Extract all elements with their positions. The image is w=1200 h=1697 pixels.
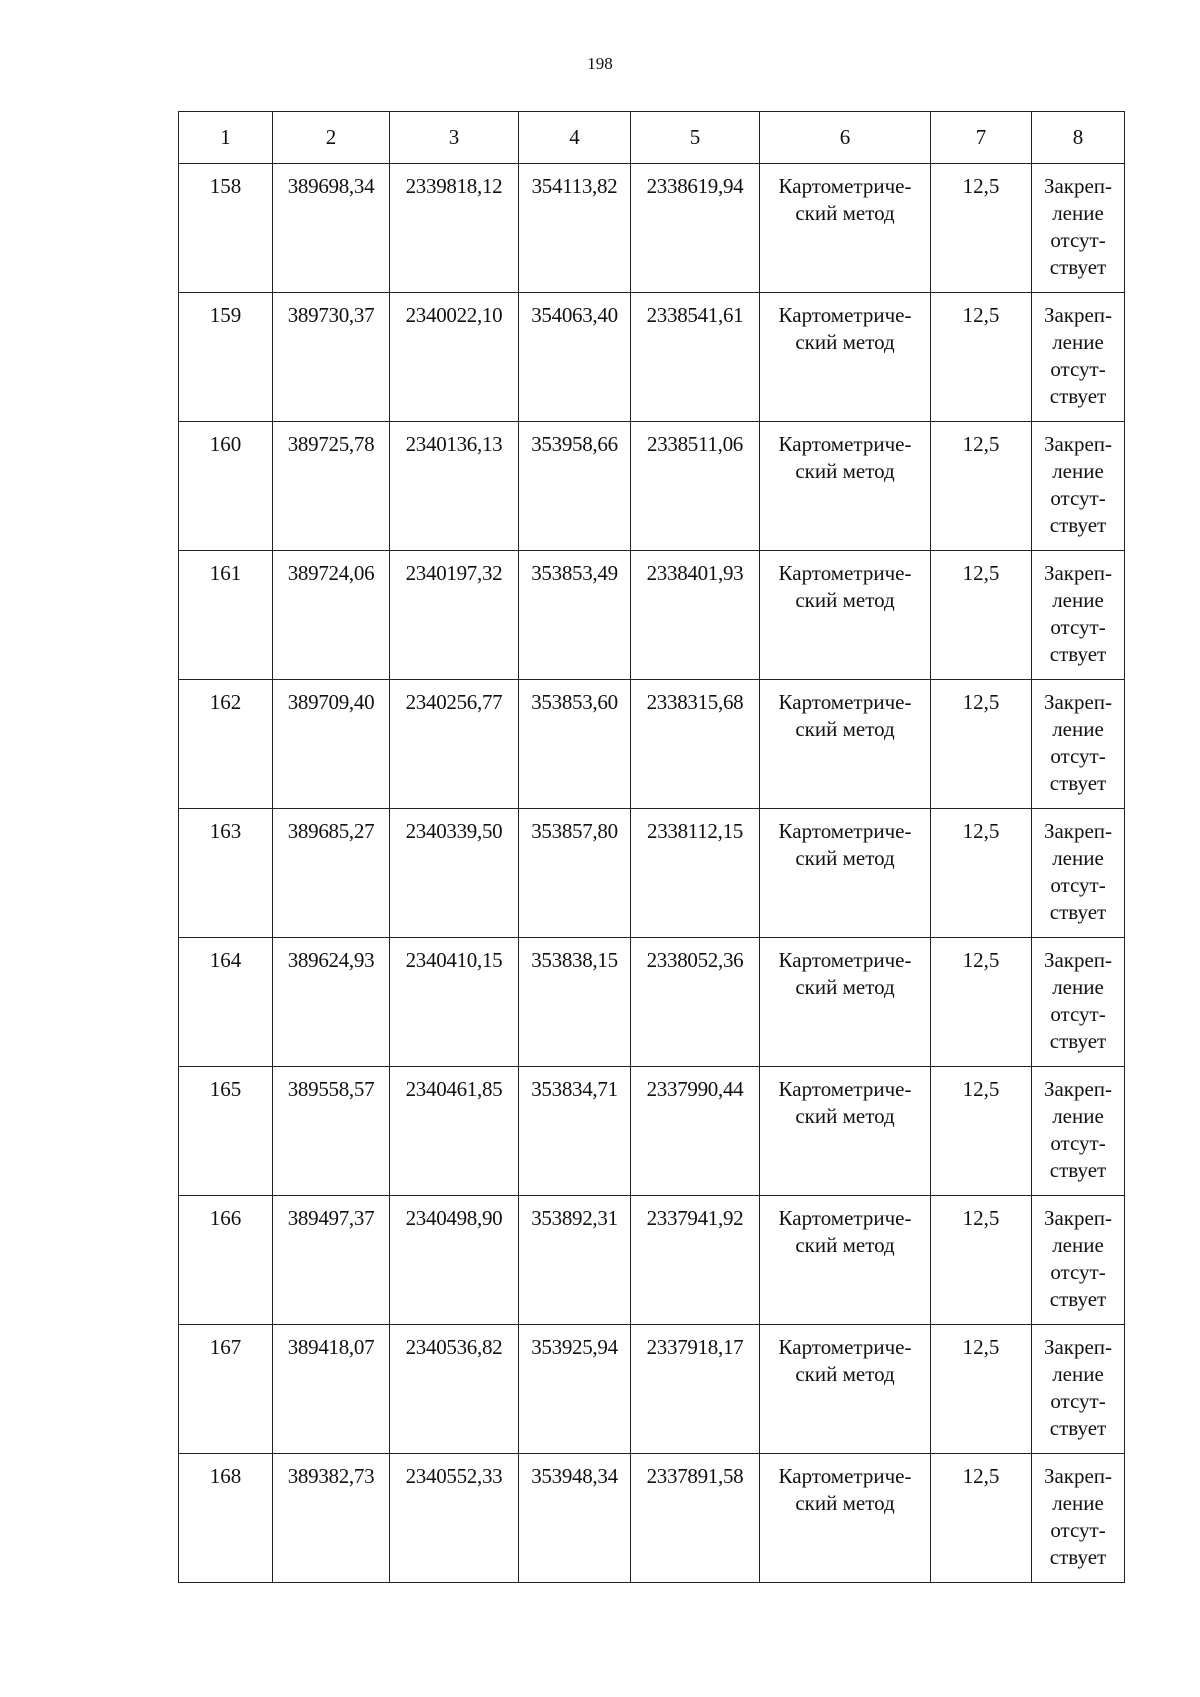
point-number-cell: 167 xyxy=(179,1325,273,1454)
column-4-cell: 354113,82 xyxy=(519,164,631,293)
point-number-cell: 160 xyxy=(179,422,273,551)
column-3-cell: 2340022,10 xyxy=(390,293,519,422)
note-cell: Закреп-ление отсут-ствует xyxy=(1032,551,1125,680)
table-row xyxy=(179,1067,1125,1196)
table-header xyxy=(179,112,1125,164)
header-cell-2: 2 xyxy=(273,112,390,164)
column-7-cell: 12,5 xyxy=(931,1325,1032,1454)
column-2-cell: 389730,37 xyxy=(273,293,390,422)
column-5-cell: 2338401,93 xyxy=(631,551,760,680)
column-2-cell: 389558,57 xyxy=(273,1067,390,1196)
column-7-cell: 12,5 xyxy=(931,1454,1032,1583)
point-number-cell: 168 xyxy=(179,1454,273,1583)
note-cell: Закреп-ление отсут-ствует xyxy=(1032,293,1125,422)
column-7-cell: 12,5 xyxy=(931,293,1032,422)
column-5-cell: 2338511,06 xyxy=(631,422,760,551)
method-cell: Картометриче-ский метод xyxy=(760,1325,931,1454)
method-cell: Картометриче-ский метод xyxy=(760,422,931,551)
column-3-cell: 2340197,32 xyxy=(390,551,519,680)
method-cell: Картометриче-ский метод xyxy=(760,809,931,938)
column-2-cell: 389497,37 xyxy=(273,1196,390,1325)
table-row xyxy=(179,1454,1125,1583)
table-row xyxy=(179,422,1125,551)
method-cell: Картометриче-ский метод xyxy=(760,938,931,1067)
column-2-cell: 389725,78 xyxy=(273,422,390,551)
table-row xyxy=(179,1196,1125,1325)
header-cell-4: 4 xyxy=(519,112,631,164)
column-4-cell: 353838,15 xyxy=(519,938,631,1067)
point-number-cell: 163 xyxy=(179,809,273,938)
note-cell: Закреп-ление отсут-ствует xyxy=(1032,680,1125,809)
note-cell: Закреп-ление отсут-ствует xyxy=(1032,1454,1125,1583)
table-body xyxy=(179,164,1125,1583)
column-2-cell: 389624,93 xyxy=(273,938,390,1067)
note-cell: Закреп-ление отсут-ствует xyxy=(1032,1325,1125,1454)
column-7-cell: 12,5 xyxy=(931,809,1032,938)
column-5-cell: 2338315,68 xyxy=(631,680,760,809)
method-cell: Картометриче-ский метод xyxy=(760,293,931,422)
column-3-cell: 2340536,82 xyxy=(390,1325,519,1454)
column-2-cell: 389382,73 xyxy=(273,1454,390,1583)
column-7-cell: 12,5 xyxy=(931,1067,1032,1196)
column-3-cell: 2340498,90 xyxy=(390,1196,519,1325)
column-4-cell: 353958,66 xyxy=(519,422,631,551)
header-row xyxy=(179,112,1125,164)
column-7-cell: 12,5 xyxy=(931,1196,1032,1325)
column-5-cell: 2338052,36 xyxy=(631,938,760,1067)
column-7-cell: 12,5 xyxy=(931,164,1032,293)
page-number: 198 xyxy=(587,54,613,73)
column-5-cell: 2338541,61 xyxy=(631,293,760,422)
column-3-cell: 2340136,13 xyxy=(390,422,519,551)
column-4-cell: 353948,34 xyxy=(519,1454,631,1583)
column-3-cell: 2339818,12 xyxy=(390,164,519,293)
method-cell: Картометриче-ский метод xyxy=(760,680,931,809)
header-cell-6: 6 xyxy=(760,112,931,164)
column-4-cell: 353853,60 xyxy=(519,680,631,809)
coordinates-table xyxy=(178,111,1125,1583)
point-number-cell: 165 xyxy=(179,1067,273,1196)
column-4-cell: 354063,40 xyxy=(519,293,631,422)
column-5-cell: 2338619,94 xyxy=(631,164,760,293)
header-cell-3: 3 xyxy=(390,112,519,164)
column-5-cell: 2337891,58 xyxy=(631,1454,760,1583)
table-row xyxy=(179,809,1125,938)
method-cell: Картометриче-ский метод xyxy=(760,1196,931,1325)
column-3-cell: 2340256,77 xyxy=(390,680,519,809)
column-5-cell: 2338112,15 xyxy=(631,809,760,938)
header-cell-5: 5 xyxy=(631,112,760,164)
column-3-cell: 2340552,33 xyxy=(390,1454,519,1583)
column-2-cell: 389724,06 xyxy=(273,551,390,680)
column-2-cell: 389709,40 xyxy=(273,680,390,809)
method-cell: Картометриче-ский метод xyxy=(760,551,931,680)
point-number-cell: 162 xyxy=(179,680,273,809)
column-7-cell: 12,5 xyxy=(931,680,1032,809)
method-cell: Картометриче-ский метод xyxy=(760,164,931,293)
point-number-cell: 164 xyxy=(179,938,273,1067)
column-7-cell: 12,5 xyxy=(931,422,1032,551)
column-3-cell: 2340339,50 xyxy=(390,809,519,938)
column-2-cell: 389685,27 xyxy=(273,809,390,938)
column-7-cell: 12,5 xyxy=(931,551,1032,680)
note-cell: Закреп-ление отсут-ствует xyxy=(1032,1067,1125,1196)
column-3-cell: 2340410,15 xyxy=(390,938,519,1067)
column-3-cell: 2340461,85 xyxy=(390,1067,519,1196)
column-5-cell: 2337990,44 xyxy=(631,1067,760,1196)
header-cell-1: 1 xyxy=(179,112,273,164)
column-2-cell: 389418,07 xyxy=(273,1325,390,1454)
note-cell: Закреп-ление отсут-ствует xyxy=(1032,164,1125,293)
table-row xyxy=(179,680,1125,809)
note-cell: Закреп-ление отсут-ствует xyxy=(1032,1196,1125,1325)
column-7-cell: 12,5 xyxy=(931,938,1032,1067)
note-cell: Закреп-ление отсут-ствует xyxy=(1032,809,1125,938)
table-row xyxy=(179,938,1125,1067)
point-number-cell: 159 xyxy=(179,293,273,422)
method-cell: Картометриче-ский метод xyxy=(760,1067,931,1196)
header-cell-7: 7 xyxy=(931,112,1032,164)
point-number-cell: 158 xyxy=(179,164,273,293)
column-5-cell: 2337918,17 xyxy=(631,1325,760,1454)
column-4-cell: 353834,71 xyxy=(519,1067,631,1196)
table-row xyxy=(179,293,1125,422)
table-row xyxy=(179,551,1125,680)
point-number-cell: 161 xyxy=(179,551,273,680)
point-number-cell: 166 xyxy=(179,1196,273,1325)
column-5-cell: 2337941,92 xyxy=(631,1196,760,1325)
table-row xyxy=(179,1325,1125,1454)
note-cell: Закреп-ление отсут-ствует xyxy=(1032,938,1125,1067)
note-cell: Закреп-ление отсут-ствует xyxy=(1032,422,1125,551)
column-2-cell: 389698,34 xyxy=(273,164,390,293)
column-4-cell: 353853,49 xyxy=(519,551,631,680)
column-4-cell: 353892,31 xyxy=(519,1196,631,1325)
method-cell: Картометриче-ский метод xyxy=(760,1454,931,1583)
header-cell-8: 8 xyxy=(1032,112,1125,164)
column-4-cell: 353925,94 xyxy=(519,1325,631,1454)
column-4-cell: 353857,80 xyxy=(519,809,631,938)
table-row xyxy=(179,164,1125,293)
